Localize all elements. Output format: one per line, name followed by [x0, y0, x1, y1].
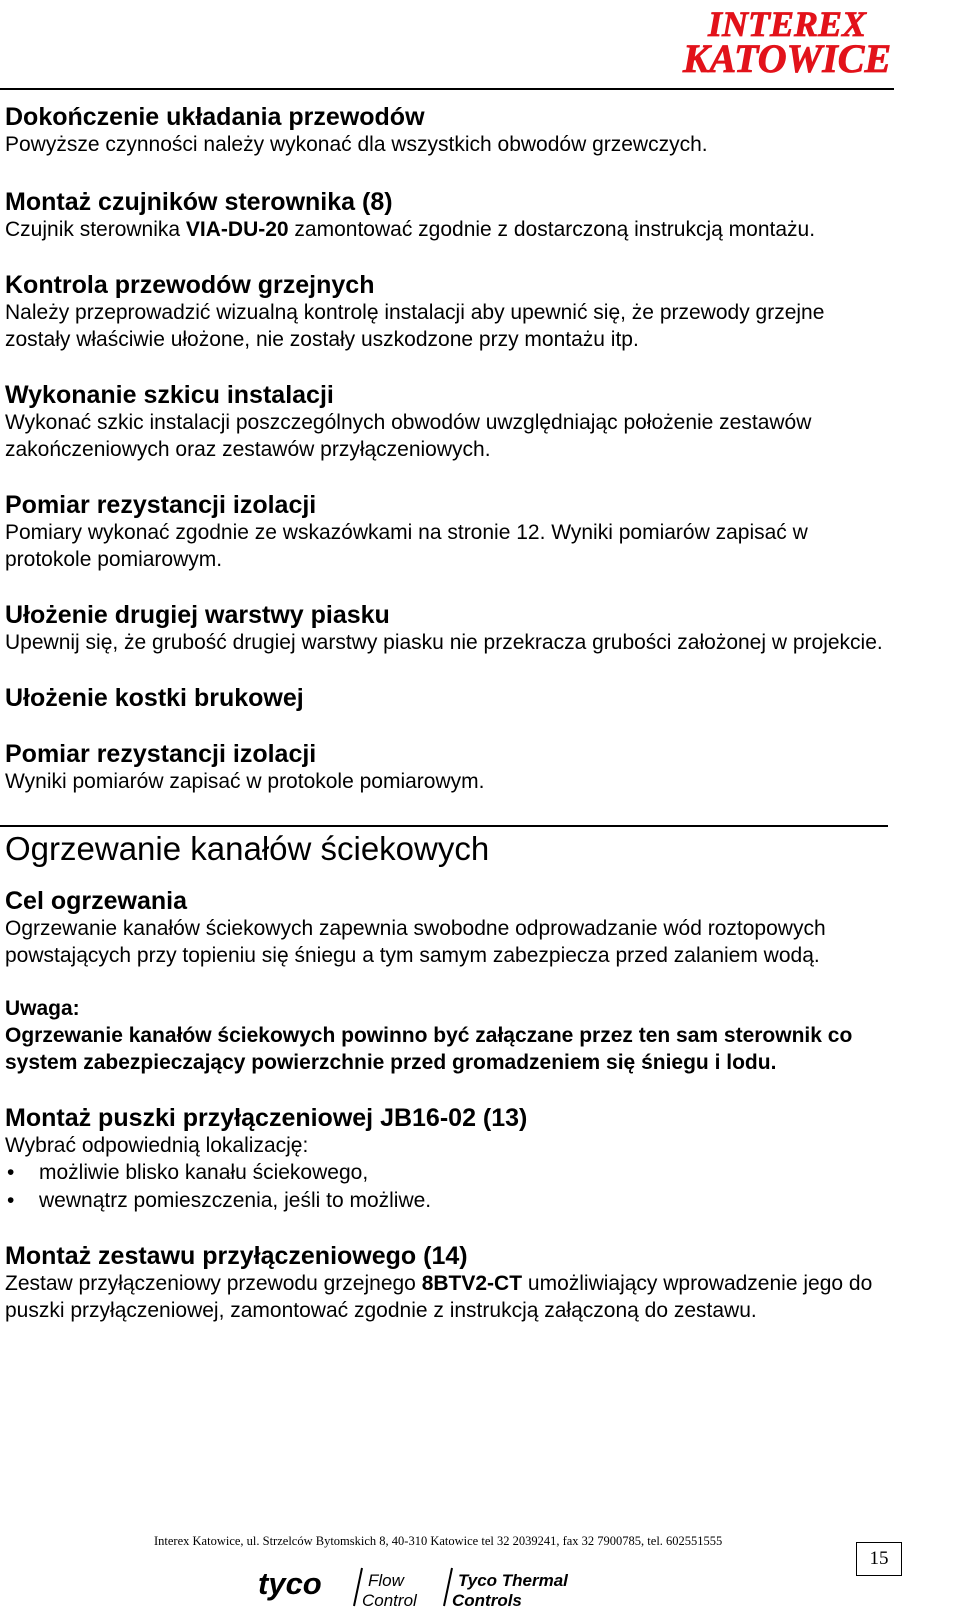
section-heading: Montaż zestawu przyłączeniowego (14) — [5, 1242, 468, 1270]
section-insulation-measurement-1 — [5, 491, 895, 573]
bullet-icon: • — [7, 1161, 15, 1184]
section-heading: Montaż puszki przyłączeniowej JB16-02 (13) — [5, 1104, 528, 1132]
section-cabling-completion — [5, 103, 895, 158]
svg-text:Tyco Thermal: Tyco Thermal — [458, 1571, 568, 1590]
section-text: Upewnij się, że grubość drugiej warstwy piasku nie przekracza grubości założonej w projekcie. — [5, 631, 883, 654]
svg-text:Flow: Flow — [368, 1571, 404, 1590]
section-paving-stones — [5, 684, 895, 712]
chapter-rule — [0, 825, 888, 827]
note-block — [5, 995, 895, 1076]
tyco-brands-logo — [258, 1562, 618, 1610]
section-text: Pomiary wykonać zgodnie ze wskazówkami na stronie 12. Wyniki pomiarów zapisać w protokole pomiarowym. — [5, 521, 808, 571]
section-text: Czujnik sterownika VIA-DU-20 zamontować zgodnie z dostarczoną instrukcją montażu. — [5, 218, 816, 241]
section-text: Wybrać odpowiednią lokalizację: — [5, 1134, 309, 1157]
section-text: Wyniki pomiarów zapisać w protokole pomiarowym. — [5, 770, 485, 793]
section-heading: Dokończenie układania przewodów — [5, 103, 425, 131]
kit-model: 8BTV2-CT — [421, 1272, 523, 1295]
section-heading: Wykonanie szkicu instalacji — [5, 381, 334, 409]
section-connection-kit — [5, 1242, 895, 1324]
section-second-sand-layer — [5, 601, 895, 656]
header-rule — [0, 88, 894, 90]
location-list — [5, 1159, 895, 1215]
section-heading: Ułożenie drugiej warstwy piasku — [5, 601, 390, 629]
footer-address: Interex Katowice, ul. Strzelców Bytomskich 8, 40-310 Katowice tel 32 2039241, fax 32 7900785, tel. 602551555 — [154, 1534, 723, 1548]
section-heading: Kontrola przewodów grzejnych — [5, 271, 375, 299]
section-cable-inspection — [5, 271, 895, 353]
svg-text:tyco: tyco — [258, 1566, 322, 1601]
section-text: Należy przeprowadzić wizualną kontrolę instalacji aby upewnić się, że przewody grzejne zostały właściwie ułożone, nie zostały uszkodzone przy montażu itp. — [5, 301, 825, 351]
svg-text:Control: Control — [362, 1591, 417, 1610]
section-text: Powyższe czynności należy wykonać dla wszystkich obwodów grzewczych. — [5, 133, 708, 156]
interex-katowice-logo — [645, 4, 930, 76]
controller-model: VIA-DU-20 — [185, 218, 289, 241]
section-heading: Pomiar rezystancji izolacji — [5, 740, 317, 768]
list-item: • możliwie blisko kanału ściekowego, — [5, 1159, 895, 1187]
svg-text:INTEREX: INTEREX — [707, 4, 867, 44]
section-heading: Cel ogrzewania — [5, 887, 187, 915]
section-heading: Ułożenie kostki brukowej — [5, 684, 304, 712]
section-junction-box — [5, 1104, 895, 1215]
section-text: Ogrzewanie kanałów ściekowych zapewnia swobodne odprowadzanie wód roztopowych powstających przy topieniu się śniegu a tym samym zabezpiecza przed zalaniem wodą. — [5, 917, 826, 967]
section-heading: Montaż czujników sterownika (8) — [5, 188, 393, 216]
section-heading: Pomiar rezystancji izolacji — [5, 491, 317, 519]
section-heating-goal — [5, 887, 895, 969]
chapter-title: Ogrzewanie kanałów ściekowych — [5, 830, 490, 867]
bullet-icon: • — [7, 1189, 15, 1212]
section-installation-sketch — [5, 381, 895, 463]
page-number: 15 — [856, 1542, 902, 1576]
list-item: • wewnątrz pomieszczenia, jeśli to możliwe. — [5, 1187, 895, 1215]
svg-text:KATOWICE: KATOWICE — [682, 36, 892, 76]
svg-text:Controls: Controls — [452, 1591, 522, 1610]
section-insulation-measurement-2 — [5, 740, 895, 795]
main-content — [5, 103, 895, 1324]
note-text: Ogrzewanie kanałów ściekowych powinno być załączane przez ten sam sterownik co system zabezpieczający powierzchnie przed gromadzeniem się śniegu i lodu. — [5, 1024, 853, 1074]
section-text: Wykonać szkic instalacji poszczególnych obwodów uwzględniając położenie zestawów zakończeniowych oraz zestawów przyłączeniowych. — [5, 411, 812, 461]
section-text: Zestaw przyłączeniowy przewodu grzejnego 8BTV2-CT umożliwiający wprowadzenie jego do puszki przyłączeniowej, zamontować zgodnie z instrukcją załączoną do zestawu. — [5, 1272, 873, 1322]
section-sensor-mounting — [5, 188, 895, 243]
note-label: Uwaga: — [5, 997, 80, 1020]
